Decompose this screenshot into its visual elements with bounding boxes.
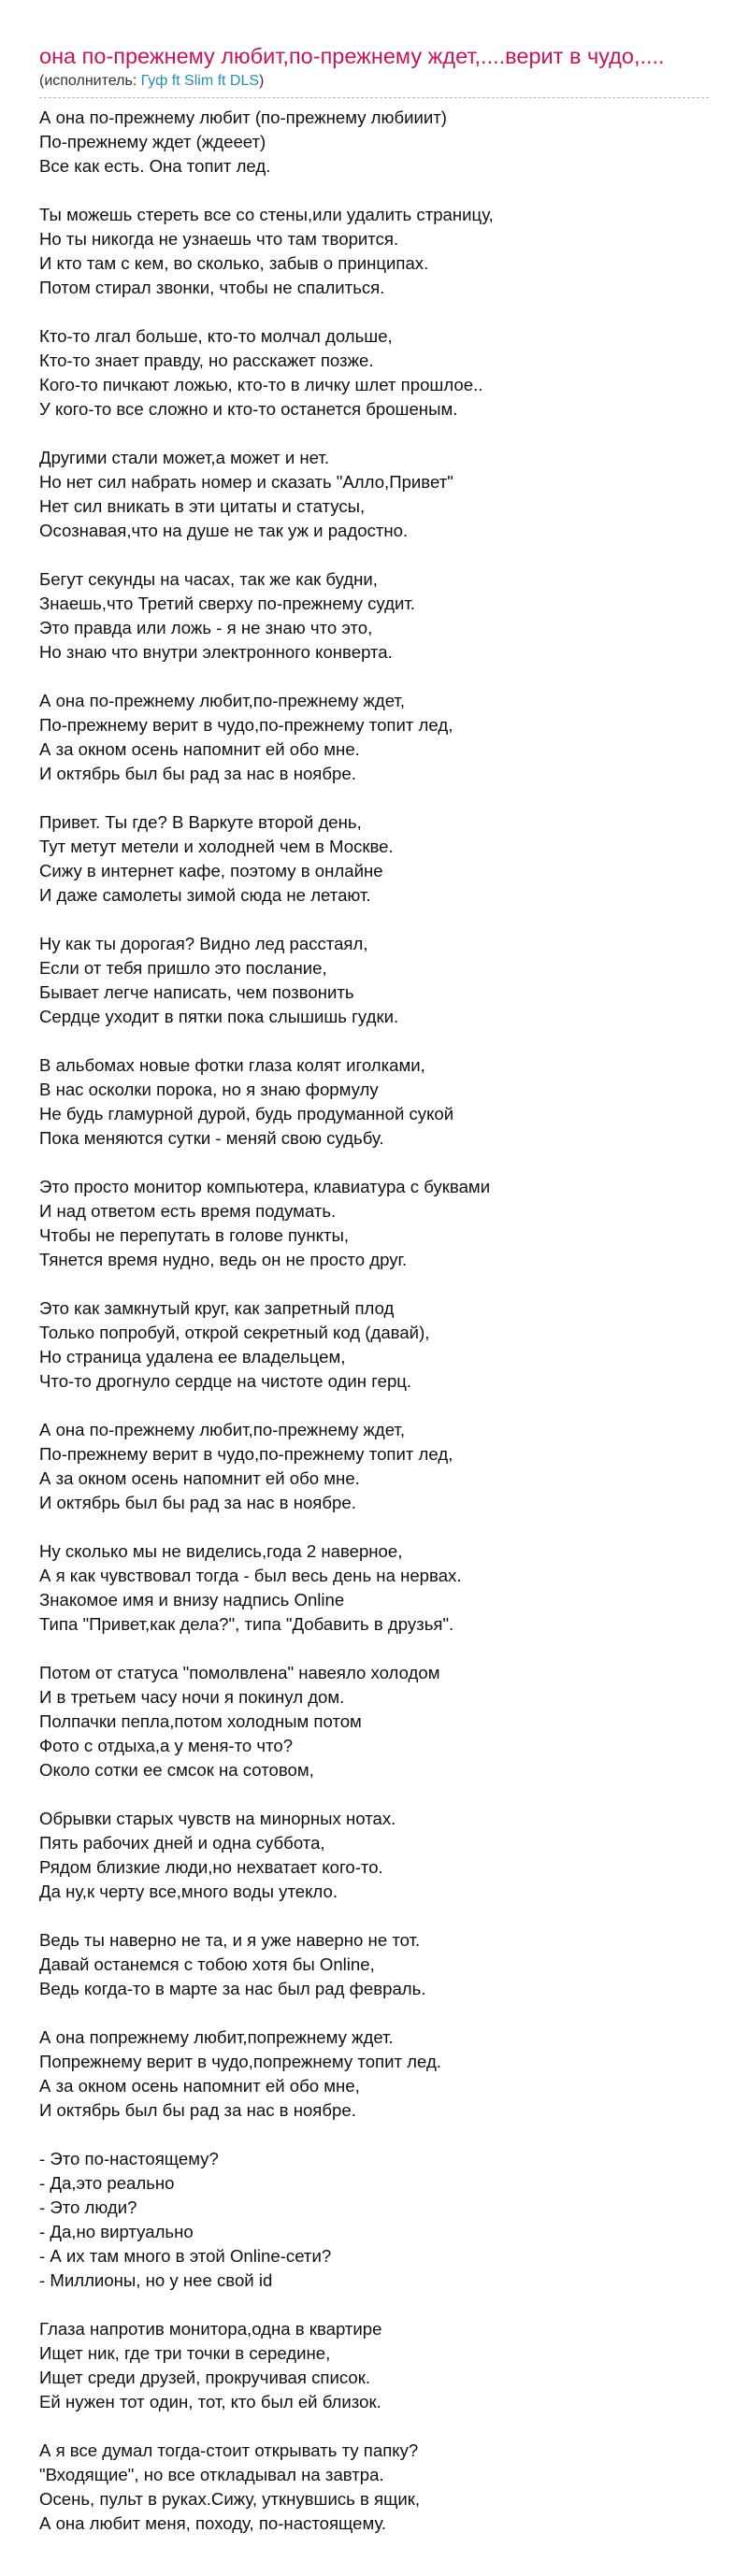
lyrics-line: Это как замкнутый круг, как запретный плод	[39, 1298, 395, 1318]
lyrics-stanza	[39, 1539, 709, 1637]
lyrics-line: "Входящие", но все откладывал на завтра.	[39, 2465, 384, 2484]
lyrics-line: Все как есть. Она топит лед.	[39, 156, 271, 176]
lyrics-line: Пока меняются сутки - меняй свою судьбу.	[39, 1128, 384, 1148]
lyrics-line: Это правда или ложь - я не знаю что это,	[39, 618, 373, 637]
lyrics-stanza	[39, 2317, 709, 2414]
lyrics-line: Рядом близкие люди,но нехватает кого-то.	[39, 1857, 383, 1877]
lyrics-line: И кто там с кем, во сколько, забыв о принципах.	[39, 253, 429, 273]
lyrics-line: И в третьем часу ночи я покинул дом.	[39, 1687, 345, 1707]
lyrics-line: Пять рабочих дней и одна суббота,	[39, 1833, 325, 1853]
lyrics-line: А за окном осень напомнит ей обо мне.	[39, 1468, 360, 1488]
lyrics-line: Ведь когда-то в марте за нас был рад февраль.	[39, 1979, 426, 1998]
lyrics-line: Ищет среди друзей, прокручивая список.	[39, 2368, 371, 2387]
lyrics-line: Чтобы не перепутать в голове пункты,	[39, 1225, 350, 1245]
lyrics-line: Фото с отдыха,а у меня-то что?	[39, 1736, 294, 1755]
lyrics-line: Полпачки пепла,потом холодным потом	[39, 1711, 362, 1731]
lyrics-line: А она по-прежнему любит,по-прежнему ждет,	[39, 691, 406, 710]
lyrics-line: По-прежнему верит в чудо,по-прежнему топит лед,	[39, 1444, 453, 1464]
lyrics-stanza	[39, 446, 709, 543]
lyrics-line: И октябрь был бы рад за нас в ноябре.	[39, 764, 356, 783]
lyrics-body	[39, 106, 709, 2536]
lyrics-line: Это просто монитор компьютера, клавиатура с буквами	[39, 1177, 491, 1196]
lyrics-line: - Это люди?	[39, 2197, 137, 2217]
lyrics-line: И октябрь был бы рад за нас в ноябре.	[39, 1493, 356, 1512]
performer-line	[39, 71, 709, 98]
lyrics-stanza	[39, 1175, 709, 1272]
lyrics-line: Если от тебя пришло это послание,	[39, 958, 327, 978]
lyrics-line: - Да,это реально	[39, 2173, 175, 2193]
performer-close: )	[259, 73, 265, 89]
lyrics-stanza	[39, 2025, 709, 2123]
lyrics-line: А она попрежнему любит,попрежнему ждет.	[39, 2027, 394, 2047]
lyrics-line: Около сотки ее смсок на сотовом,	[39, 1760, 314, 1780]
lyrics-line: Кого-то пичкают ложью, кто-то в личку шлет прошлое..	[39, 375, 483, 394]
lyrics-line: Ты можешь стереть все со стены,или удалить страницу,	[39, 205, 494, 224]
lyrics-line: Сердце уходит в пятки пока слышишь гудки.	[39, 1007, 399, 1026]
lyrics-line: Не будь гламурной дурой, будь продуманной сукой	[39, 1104, 454, 1123]
lyrics-line: А я как чувствовал тогда - был весь день на нервах.	[39, 1566, 462, 1585]
lyrics-stanza	[39, 1418, 709, 1515]
lyrics-line: Осознавая,что на душе не так уж и радостно.	[39, 521, 409, 540]
lyrics-line: У кого-то все сложно и кто-то останется брошеным.	[39, 399, 458, 419]
lyrics-line: Ну сколько мы не виделись,года 2 наверное,	[39, 1541, 403, 1561]
lyrics-stanza	[39, 1296, 709, 1394]
lyrics-line: Попрежнему верит в чудо,попрежнему топит лед.	[39, 2052, 441, 2071]
lyrics-line: - Миллионы, но у нее свой id	[39, 2270, 273, 2290]
lyrics-stanza	[39, 1053, 709, 1151]
lyrics-line: Осень, пульт в руках.Сижу, уткнувшись в ящик,	[39, 2489, 421, 2509]
lyrics-stanza	[39, 2147, 709, 2293]
lyrics-line: Нет сил вникать в эти цитаты и статусы,	[39, 496, 366, 516]
lyrics-line: Давай останемся с тобою хотя бы Online,	[39, 1954, 375, 1974]
lyrics-line: Другими стали может,а может и нет.	[39, 448, 329, 467]
lyrics-line: Ищет ник, где три точки в середине,	[39, 2343, 331, 2363]
lyrics-line: В альбомах новые фотки глаза колят иголками,	[39, 1055, 425, 1075]
lyrics-line: А я все думал тогда-стоит открывать ту папку?	[39, 2440, 419, 2460]
lyrics-line: Типа "Привет,как дела?", типа "Добавить в друзья".	[39, 1614, 454, 1634]
lyrics-stanza	[39, 106, 709, 179]
lyrics-stanza	[39, 1928, 709, 2001]
lyrics-stanza	[39, 689, 709, 786]
lyrics-line: Привет. Ты где? В Варкуте второй день,	[39, 812, 362, 832]
lyrics-stanza	[39, 567, 709, 665]
lyrics-line: Ей нужен тот один, тот, кто был ей близок.	[39, 2392, 381, 2411]
lyrics-line: - Это по-настоящему?	[39, 2149, 219, 2168]
lyrics-line: Бывает легче написать, чем позвонить	[39, 982, 354, 1002]
lyrics-line: Да ну,к черту все,много воды утекло.	[39, 1882, 338, 1901]
lyrics-stanza	[39, 1661, 709, 1782]
lyrics-stanza	[39, 932, 709, 1029]
lyrics-line: Но ты никогда не узнаешь что там творится.	[39, 229, 399, 249]
lyrics-line: Бегут секунды на часах, так же как будни,	[39, 569, 378, 589]
lyrics-line: Знаешь,что Третий сверху по-прежнему судит.	[39, 594, 415, 613]
lyrics-line: И даже самолеты зимой сюда не летают.	[39, 885, 371, 905]
lyrics-line: Кто-то лгал больше, кто-то молчал дольше,	[39, 326, 393, 346]
lyrics-line: - А их там много в этой Online-сети?	[39, 2246, 332, 2266]
lyrics-line: Кто-то знает правду, но расскажет позже.	[39, 351, 374, 370]
lyrics-line: И над ответом есть время подумать.	[39, 1201, 337, 1221]
lyrics-line: Только попробуй, открой секретный код (давай),	[39, 1323, 430, 1342]
lyrics-line: По-прежнему верит в чудо,по-прежнему топит лед,	[39, 715, 453, 735]
performer-link[interactable]: Гуф ft Slim ft DLS	[140, 73, 260, 89]
lyrics-line: Потом стирал звонки, чтобы не спалиться.	[39, 278, 385, 297]
lyrics-stanza	[39, 1807, 709, 1904]
lyrics-stanza	[39, 324, 709, 422]
lyrics-line: Тянется время нудно, ведь он не просто друг.	[39, 1250, 408, 1269]
lyrics-line: А она по-прежнему любит (по-прежнему любииит)	[39, 107, 447, 127]
lyrics-line: Обрывки старых чувств на минорных нотах.	[39, 1809, 396, 1828]
song-title: она по-прежнему любит,по-прежнему ждет,....верит в чудо,....	[39, 44, 665, 68]
lyrics-line: А она по-прежнему любит,по-прежнему ждет,	[39, 1420, 406, 1439]
lyrics-line: Что-то дрогнуло сердце на чистоте один герц.	[39, 1371, 412, 1391]
lyrics-line: А за окном осень напомнит ей обо мне,	[39, 2076, 360, 2096]
lyrics-line: Тут метут метели и холодней чем в Москве.	[39, 837, 394, 856]
lyrics-stanza	[39, 810, 709, 908]
lyrics-line: Но нет сил набрать номер и сказать "Алло,Привет"	[39, 472, 453, 492]
lyrics-line: Ну как ты дорогая? Видно лед расстаял,	[39, 934, 368, 953]
lyrics-line: А за окном осень напомнит ей обо мне.	[39, 739, 360, 759]
lyrics-line: Сижу в интернет кафе, поэтому в онлайне	[39, 861, 383, 880]
lyrics-line: Ведь ты наверно не та, и я уже наверно не тот.	[39, 1930, 421, 1950]
lyrics-line: По-прежнему ждет (ждееет)	[39, 132, 266, 151]
lyrics-line: И октябрь был бы рад за нас в ноябре.	[39, 2100, 356, 2120]
lyrics-line: Знакомое имя и внизу надпись Online	[39, 1590, 345, 1610]
lyrics-stanza	[39, 203, 709, 300]
lyrics-line: Потом от статуса "помолвлена" навеяло холодом	[39, 1663, 440, 1682]
lyrics-line: В нас осколки порока, но я знаю формулу	[39, 1080, 379, 1099]
performer-label: (исполнитель:	[39, 73, 141, 89]
lyrics-line: А она любит меня, походу, по-настоящему.	[39, 2513, 387, 2533]
lyrics-line: - Да,но виртуально	[39, 2222, 194, 2241]
lyrics-line: Но страница удалена ее владельцем,	[39, 1347, 346, 1367]
lyrics-line: Глаза напротив монитора,одна в квартире	[39, 2319, 382, 2339]
lyrics-line: Но знаю что внутри электронного конверта.	[39, 642, 393, 662]
lyrics-stanza	[39, 2439, 709, 2536]
